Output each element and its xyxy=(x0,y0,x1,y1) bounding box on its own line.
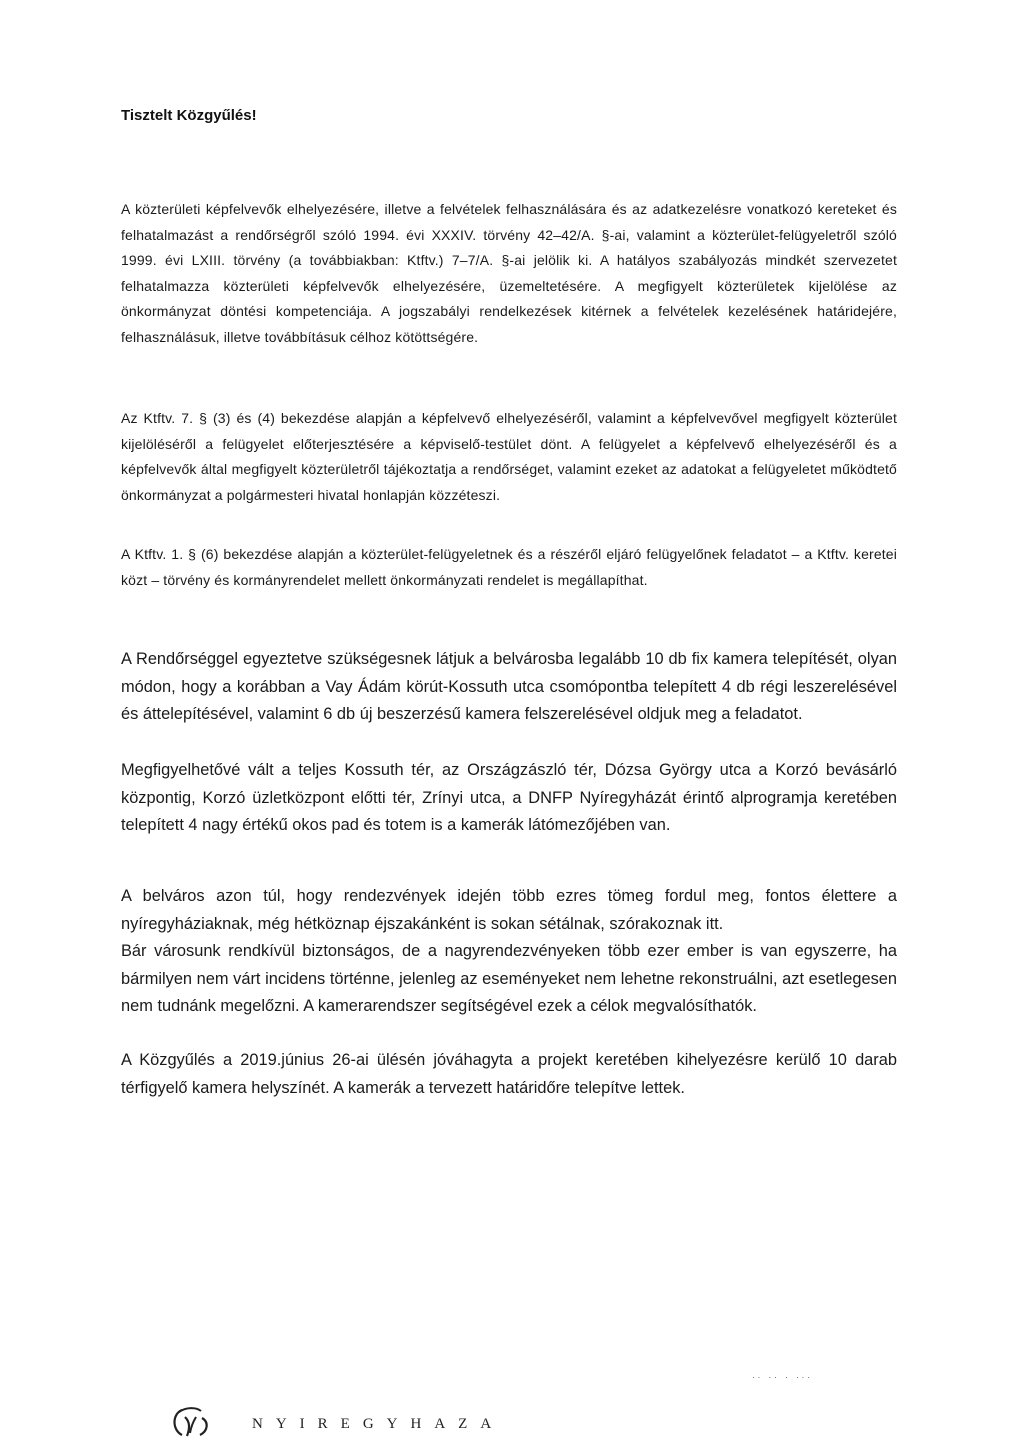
footer-marks: ·· ·· · ··· xyxy=(752,1373,813,1382)
salutation: Tisztelt Közgyűlés! xyxy=(121,107,257,124)
paragraph-safety: Bár városunk rendkívül biztonságos, de a nagyrendezvényeken több ezer ember is van egyszerre, ha bármilyen nem várt incidens történne, jelenleg az eseményeket nem lehetne rekonstruálni, azt esetlegesen nem tudnánk megelőzni. A kamerarendszer segítségével ezek a célok megvalósíthatók. xyxy=(121,942,897,1015)
footer xyxy=(170,1407,504,1441)
paragraph-assembly-decision: A Közgyűlés a 2019.június 26-ai ülésén jóváhagyta a projekt keretében kihelyezésre kerülő 10 darab térfigyelő kamera helyszínét. A kamerák a tervezett határidőre telepítve lettek. xyxy=(121,1051,897,1097)
paragraph-ktftv-7: Az Ktftv. 7. § (3) és (4) bekezdése alapján a képfelvevő elhelyezéséről, valamint a képfelvevővel megfigyelt közterület kijelöléséről a felügyelet előterjesztésére a képviselő-testület dönt. A felügyelet a képfelvevő elhelyezéséről és a képfelvevők által megfigyelt közterületről tájékoztatja a rendőrséget, valamint ezeket az adatokat a felügyeletet működtető önkormányzat a polgármesteri hivatal honlapján közzéteszi. xyxy=(121,410,897,503)
city-name: NYIREGYHAZA xyxy=(252,1415,505,1432)
paragraph-ktftv-1: A Ktftv. 1. § (6) bekezdése alapján a közterület-felügyeletnek és a részéről eljáró felügyelőnek feladatot – a Ktftv. keretei közt – törvény és kormányrendelet mellett önkormányzati rendelet is megállapíthat. xyxy=(121,546,897,588)
nyiregyhaza-logo-icon xyxy=(170,1405,252,1444)
paragraph-downtown: A belváros azon túl, hogy rendezvények idején több ezres tömeg fordul meg, fontos élettere a nyíregyháziaknak, még hétköznap éjszakánként is sokan sétálnak, szórakoznak itt. xyxy=(121,887,897,933)
paragraph-camera-plan: A Rendőrséggel egyeztetve szükségesnek látjuk a belvárosba legalább 10 db fix kamera telepítését, olyan módon, hogy a korábban a Vay Ádám körút-Kossuth utca csomópontba telepített 4 db régi leszerelésével és áttelepítésével, valamint 6 db új beszerzésű kamera felszerelésével oldjuk meg a feladatot. xyxy=(121,650,897,723)
paragraph-observed-areas: Megfigyelhetővé vált a teljes Kossuth tér, az Országzászló tér, Dózsa György utca a Korzó bevásárló központig, Korzó üzletközpont előtti tér, Zrínyi utca, a DNFP Nyíregyházát érintő alprogramja keretében telepített 4 nagy értékű okos pad és totem is a kamerák látómezőjében van. xyxy=(121,761,897,834)
paragraph-legal-framework: A közterületi képfelvevők elhelyezésére, illetve a felvételek felhasználására és az adatkezelésre vonatkozó kereteket és felhatalmazást a rendőrségről szóló 1994. évi XXXIV. törvény 42–42/A. §-ai, valamint a közterület-felügyeletről szóló 1999. évi LXIII. törvény (a továbbiakban: Ktftv.) 7–7/A. §-ai jelölik ki. A hatályos szabályozás mindkét szervezetet felhatalmazza közterületi képfelvevők elhelyezésére, üzemeltetésére. A megfigyelt közterületek kijelölése az önkormányzat döntési kompetenciája. A jogszabályi rendelkezések kitérnek a felvételek kezelésének határidejére, felhasználásuk, illetve továbbításuk célhoz kötöttségére. xyxy=(121,201,897,345)
